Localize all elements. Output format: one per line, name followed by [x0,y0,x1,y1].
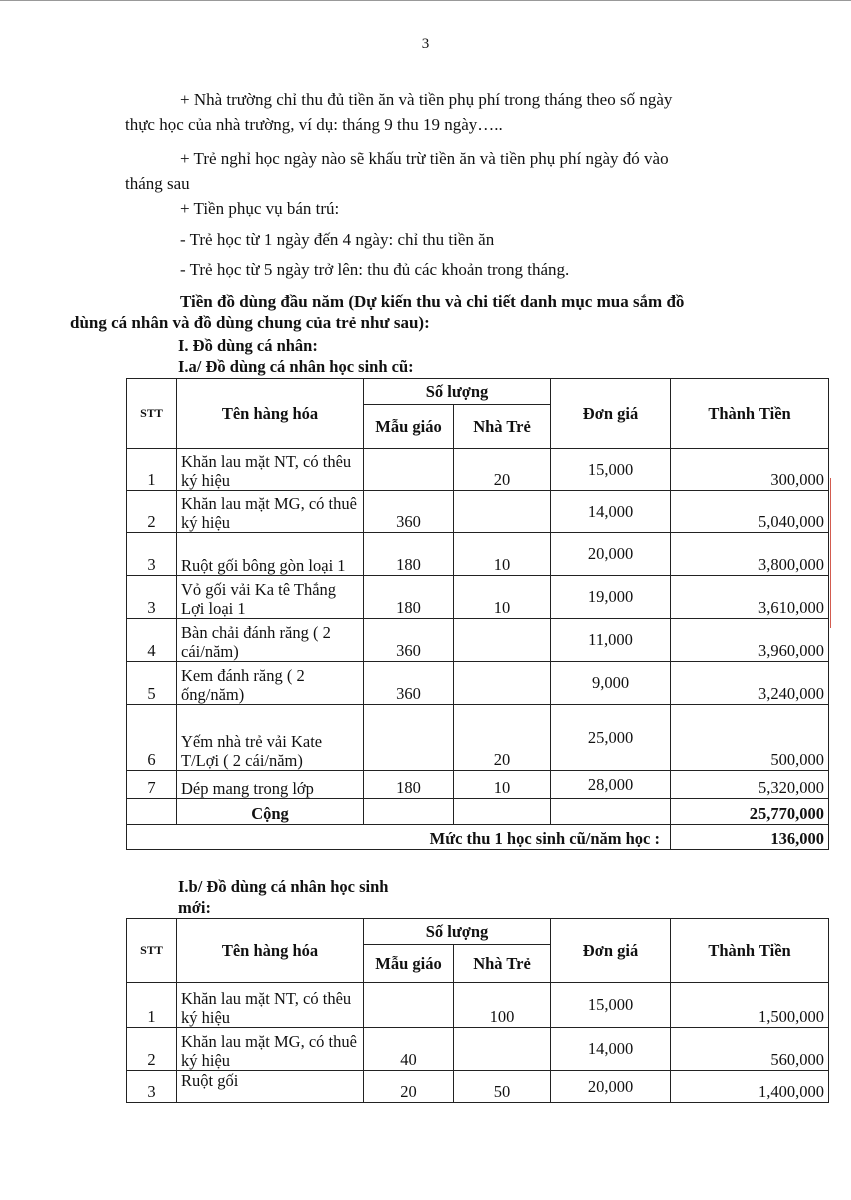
sum-total: 25,770,000 [671,799,829,825]
cell-nha-tre: 10 [454,533,551,576]
cell-nha-tre: 10 [454,576,551,619]
cell-mau-giao: 360 [364,491,454,533]
cell-price: 15,000 [551,449,671,491]
cell-price: 14,000 [551,1028,671,1071]
cell-mau-giao [364,799,454,825]
header-name: Tên hàng hóa [177,919,364,983]
paragraph-4: - Trẻ học từ 1 ngày đến 4 ngày: chỉ thu tiền ăn [180,230,495,249]
cell-total: 3,960,000 [671,619,829,662]
table-row [127,705,829,771]
cell-name: Khăn lau mặt MG, có thuê ký hiệu [177,491,364,533]
cell-mau-giao: 180 [364,771,454,799]
cell-nha-tre: 20 [454,705,551,771]
table-row [127,619,829,662]
cell-name: Kem đánh răng ( 2 ống/năm) [177,662,364,705]
cell-name: Dép mang trong lớp [177,771,364,799]
cell-name: Vỏ gối vải Ka tê Thắng Lợi loại 1 [177,576,364,619]
cell-nha-tre: 10 [454,771,551,799]
table-row [127,576,829,619]
header-mau-giao: Mẫu giáo [364,405,454,449]
cell-stt: 1 [127,449,177,491]
cell-price: 25,000 [551,705,671,771]
cell-stt: 2 [127,491,177,533]
header-name: Tên hàng hóa [177,379,364,449]
cell-price: 28,000 [551,771,671,799]
cell-total: 3,240,000 [671,662,829,705]
cell-name: Khăn lau mặt NT, có thêu ký hiệu [177,983,364,1028]
cell-stt: 3 [127,1071,177,1103]
page-number: 3 [421,36,430,52]
cell-nha-tre [454,799,551,825]
cell-nha-tre [454,1028,551,1071]
cell-total: 5,040,000 [671,491,829,533]
cell-total: 3,610,000 [671,576,829,619]
cell-mau-giao: 40 [364,1028,454,1071]
cell-mau-giao [364,449,454,491]
cell-name: Ruột gối bông gòn loại 1 [177,533,364,576]
main-heading [70,291,805,333]
cell-total: 3,800,000 [671,533,829,576]
cell-stt: 4 [127,619,177,662]
sum-row [127,799,829,825]
table-row [127,771,829,799]
cell-price: 9,000 [551,662,671,705]
cell-total: 500,000 [671,705,829,771]
table-row [127,1028,829,1071]
rate-row [127,825,829,850]
cell-total: 560,000 [671,1028,829,1071]
header-unit-price: Đơn giá [551,919,671,983]
header-total: Thành Tiền [671,379,829,449]
cell-name: Khăn lau mặt MG, có thuê ký hiệu [177,1028,364,1071]
header-unit-price: Đơn giá [551,379,671,449]
cell-name: Yếm nhà trẻ vải Kate T/Lợi ( 2 cái/năm) [177,705,364,771]
table-row [127,662,829,705]
section-Ib-heading [178,876,388,918]
cell-mau-giao: 180 [364,533,454,576]
table-old-students [126,378,829,850]
cell-stt: 3 [127,576,177,619]
section-Ib-line2: mới: [178,898,211,917]
header-stt: STT [127,379,177,449]
header-mau-giao: Mẫu giáo [364,945,454,983]
paragraph-5: - Trẻ học từ 5 ngày trở lên: thu đủ các khoản trong tháng. [180,260,570,279]
scan-top-edge [0,0,851,1]
cell-price: 19,000 [551,576,671,619]
table-row [127,449,829,491]
table-new-students [126,918,829,1103]
paragraph-2a: + Trẻ nghỉ học ngày nào sẽ khấu trừ tiền ăn và tiền phụ phí ngày đó vào [180,149,669,168]
cell-name: Ruột gối [177,1071,364,1103]
cell-nha-tre [454,619,551,662]
paragraph-3: + Tiền phục vụ bán trú: [180,199,340,218]
cell-total: 5,320,000 [671,771,829,799]
cell-total: 300,000 [671,449,829,491]
cell-mau-giao [364,705,454,771]
header-nha-tre: Nhà Trẻ [454,405,551,449]
cell-mau-giao: 360 [364,662,454,705]
cell-total: 1,500,000 [671,983,829,1028]
cell-stt: 7 [127,771,177,799]
cell-nha-tre: 100 [454,983,551,1028]
cell-name: Bàn chải đánh răng ( 2 cái/năm) [177,619,364,662]
cell-price: 20,000 [551,533,671,576]
rate-value: 136,000 [671,825,829,850]
cell-price: 20,000 [551,1071,671,1103]
cell-stt: 2 [127,1028,177,1071]
cell-name: Khăn lau mặt NT, có thêu ký hiệu [177,449,364,491]
cell-price: 11,000 [551,619,671,662]
paragraph-1b: thực học của nhà trường, ví dụ: tháng 9 thu 19 ngày….. [125,115,503,134]
cell-stt: 1 [127,983,177,1028]
section-I-heading: I. Đồ dùng cá nhân: [178,336,318,355]
table-row [127,533,829,576]
cell-price [551,799,671,825]
header-nha-tre: Nhà Trẻ [454,945,551,983]
section-Ib-line1: I.b/ Đồ dùng cá nhân học sinh [178,877,389,896]
table-row [127,1071,829,1103]
cell-nha-tre [454,491,551,533]
cell-nha-tre: 50 [454,1071,551,1103]
cell-stt: 5 [127,662,177,705]
cell-stt: 6 [127,705,177,771]
sum-label: Cộng [177,799,364,825]
paragraph-1a: + Nhà trường chỉ thu đủ tiền ăn và tiền phụ phí trong tháng theo số ngày [180,90,673,109]
cell-mau-giao: 360 [364,619,454,662]
stamp-edge-graphic [830,478,849,628]
cell-mau-giao: 20 [364,1071,454,1103]
cell-nha-tre [454,662,551,705]
cell-mau-giao: 180 [364,576,454,619]
cell-mau-giao [364,983,454,1028]
cell-stt [127,799,177,825]
header-total: Thành Tiền [671,919,829,983]
cell-nha-tre: 20 [454,449,551,491]
header-stt: STT [127,919,177,983]
cell-stt: 3 [127,533,177,576]
main-heading-line1: Tiền đồ dùng đầu năm (Dự kiến thu và chi tiết danh mục mua sắm đồ [180,292,685,311]
rate-label: Mức thu 1 học sinh cũ/năm học : [127,825,671,850]
main-heading-line2: dùng cá nhân và đồ dùng chung của trẻ như sau): [70,313,430,332]
section-Ia-heading: I.a/ Đồ dùng cá nhân học sinh cũ: [178,357,414,376]
header-quantity: Số lượng [364,379,551,405]
cell-price: 14,000 [551,491,671,533]
paragraph-2b: tháng sau [125,174,190,193]
table-row [127,983,829,1028]
header-quantity: Số lượng [364,919,551,945]
cell-total: 1,400,000 [671,1071,829,1103]
cell-price: 15,000 [551,983,671,1028]
table-row [127,491,829,533]
